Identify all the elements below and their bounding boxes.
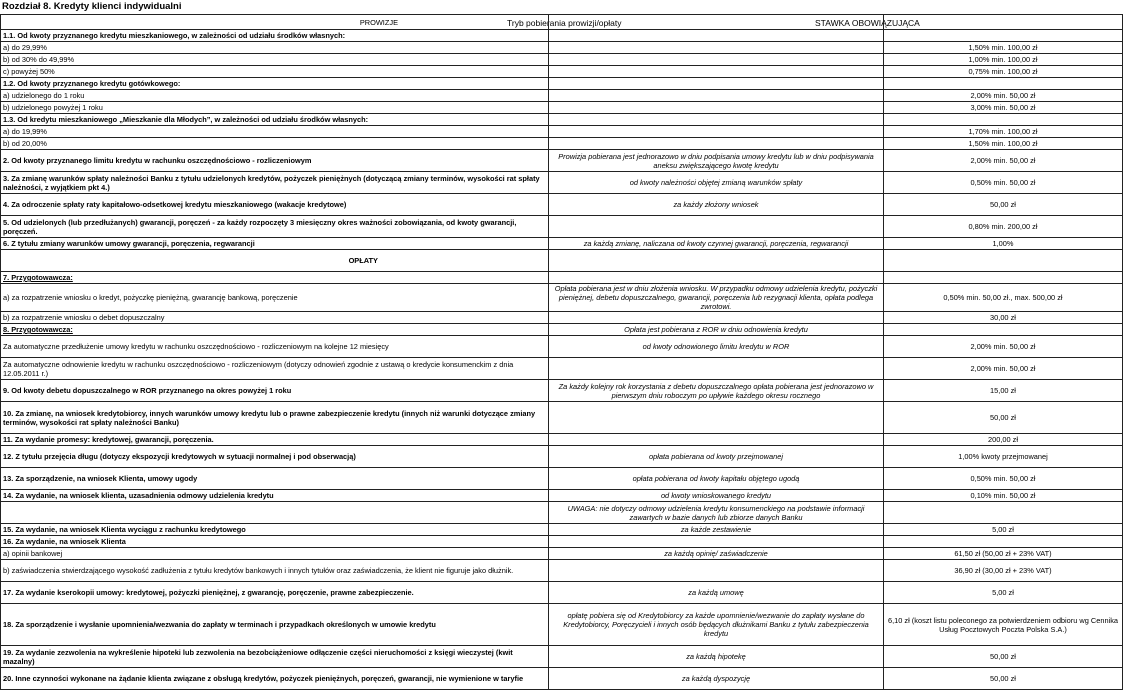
row-mode: za każdą opinię/ zaświadczenie [549, 548, 884, 560]
table-row [1, 502, 1123, 524]
table-row [1, 358, 1123, 380]
row-mode: za każde zestawienie [549, 524, 884, 536]
row-rate: 61,50 zł (50,00 zł + 23% VAT) [884, 548, 1123, 560]
table-row [1, 250, 1123, 272]
row-rate: 1,50% min. 100,00 zł [884, 42, 1123, 54]
table-row [1, 66, 1123, 78]
row-rate: 1,00% [884, 238, 1123, 250]
row-description: b) zaświadczenia stwierdzającego wysokość zadłużenia z tytułu kredytów bankowych i innych tytułów oraz zaświadczenia, że klient nie figuruje jako dłużnik. [1, 560, 549, 582]
row-mode [549, 312, 884, 324]
row-description: 5. Od udzielonych (lub przedłużanych) gwarancji, poręczeń - za każdy rozpoczęty 3 miesięczny okres ważności zobowiązania, od kwoty gwarancji, poręczeń. [1, 216, 549, 238]
row-rate: 50,00 zł [884, 668, 1123, 690]
table-row [1, 536, 1123, 548]
row-rate [884, 78, 1123, 90]
table-row [1, 172, 1123, 194]
row-rate: 36,90 zł (30,00 zł + 23% VAT) [884, 560, 1123, 582]
row-mode: Opłata jest pobierana z ROR w dniu odnowienia kredytu [549, 324, 884, 336]
table-row [1, 54, 1123, 66]
row-rate [884, 250, 1123, 272]
section-prowizje: PROWIZJE [1, 15, 549, 30]
row-mode [549, 114, 884, 126]
row-rate: 2,00% min. 50,00 zł [884, 358, 1123, 380]
table-row [1, 238, 1123, 250]
row-rate: 50,00 zł [884, 194, 1123, 216]
row-rate: 2,00% min. 50,00 zł [884, 336, 1123, 358]
row-mode [549, 78, 884, 90]
table-row [1, 324, 1123, 336]
row-rate: 2,00% min. 50,00 zł [884, 90, 1123, 102]
table-row [1, 138, 1123, 150]
row-mode: opłata pobierana od kwoty kapitału objętego ugodą [549, 468, 884, 490]
row-mode [549, 536, 884, 548]
row-rate [884, 324, 1123, 336]
row-mode [549, 216, 884, 238]
table-row [1, 524, 1123, 536]
row-description: 2. Od kwoty przyznanego limitu kredytu w rachunku oszczędnościowo - rozliczeniowym [1, 150, 549, 172]
row-rate: 0,50% min. 50,00 zł [884, 172, 1123, 194]
row-description: 6. Z tytułu zmiany warunków umowy gwarancji, poręczenia, regwarancji [1, 238, 549, 250]
row-description: 16. Za wydanie, na wniosek Klienta [1, 536, 549, 548]
row-description: OPŁATY [1, 250, 549, 272]
row-description: Za automatyczne odnowienie kredytu w rachunku oszczędnościowo - rozliczeniowym (dotyczy odnowień zgodnie z ustawą o kredycie konsumenckim z dnia 12.05.2011 r.) [1, 358, 549, 380]
row-mode [549, 54, 884, 66]
row-rate: 1,00% min. 100,00 zł [884, 54, 1123, 66]
table-row [1, 194, 1123, 216]
row-description: 10. Za zmianę, na wniosek kredytobiorcy, innych warunków umowy kredytu lub o prawne zabezpieczenie kredytu (innych niż warunki dotyczące zmiany terminów, wysokości rat spłaty należności Banku) [1, 402, 549, 434]
table-row [1, 380, 1123, 402]
row-description: b) udzielonego powyżej 1 roku [1, 102, 549, 114]
table-row [1, 548, 1123, 560]
row-mode: za każdą umowę [549, 582, 884, 604]
row-mode [549, 560, 884, 582]
table-row [1, 336, 1123, 358]
row-rate: 15,00 zł [884, 380, 1123, 402]
row-description: 13. Za sporządzenie, na wniosek Klienta, umowy ugody [1, 468, 549, 490]
row-rate: 0,80% min. 200,00 zł [884, 216, 1123, 238]
table-row [1, 30, 1123, 42]
row-description: 12. Z tytułu przejęcia długu (dotyczy ekspozycji kredytowych w sytuacji normalnej i pod obserwacją) [1, 446, 549, 468]
row-rate: 1,50% min. 100,00 zł [884, 138, 1123, 150]
row-rate [884, 502, 1123, 524]
section-header-row [1, 15, 1123, 30]
table-row [1, 272, 1123, 284]
row-mode [549, 66, 884, 78]
table-row [1, 646, 1123, 668]
row-mode: od kwoty wnioskowanego kredytu [549, 490, 884, 502]
table-row [1, 216, 1123, 238]
row-rate [884, 114, 1123, 126]
row-rate: 0,10% min. 50,00 zł [884, 490, 1123, 502]
table-row [1, 402, 1123, 434]
row-description: c) powyżej 50% [1, 66, 549, 78]
row-mode: za każdą zmianę, naliczana od kwoty czynnej gwarancji, poręczenia, regwarancji [549, 238, 884, 250]
row-rate [884, 536, 1123, 548]
row-description: 19. Za wydanie zezwolenia na wykreślenie hipoteki lub zezwolenia na bezobciążeniowe odłączenie części nieruchomości z księgi wieczystej (kwit mazalny) [1, 646, 549, 668]
table-row [1, 582, 1123, 604]
row-rate: 6,10 zł (koszt listu poleconego za potwierdzeniem odbioru wg Cennika Usług Pocztowych Poczta Polska S.A.) [884, 604, 1123, 646]
row-description: 9. Od kwoty debetu dopuszczalnego w ROR przyznanego na okres powyżej 1 roku [1, 380, 549, 402]
row-mode [549, 90, 884, 102]
row-mode [549, 250, 884, 272]
row-rate: 2,00% min. 50,00 zł [884, 150, 1123, 172]
row-mode [549, 434, 884, 446]
row-description: 1.2. Od kwoty przyznanego kredytu gotówkowego: [1, 78, 549, 90]
row-rate: 0,50% min. 50,00 zł [884, 468, 1123, 490]
table-row [1, 284, 1123, 312]
row-mode: za każdą hipotekę [549, 646, 884, 668]
table-row [1, 42, 1123, 54]
row-rate: 3,00% min. 50,00 zł [884, 102, 1123, 114]
row-mode [549, 42, 884, 54]
table-row [1, 78, 1123, 90]
table-row [1, 560, 1123, 582]
table-row [1, 150, 1123, 172]
row-rate: 1,70% min. 100,00 zł [884, 126, 1123, 138]
row-rate: 5,00 zł [884, 524, 1123, 536]
row-mode: za każdą dyspozycję [549, 668, 884, 690]
table-row [1, 490, 1123, 502]
row-rate: 30,00 zł [884, 312, 1123, 324]
table-row [1, 114, 1123, 126]
row-mode [549, 102, 884, 114]
row-rate: 200,00 zł [884, 434, 1123, 446]
row-description: 1.1. Od kwoty przyznanego kredytu mieszkaniowego, w zależności od udziału środków własnych: [1, 30, 549, 42]
row-description: 14. Za wydanie, na wniosek klienta, uzasadnienia odmowy udzielenia kredytu [1, 490, 549, 502]
row-rate: 0,50% min. 50,00 zł., max. 500,00 zł [884, 284, 1123, 312]
table-row [1, 90, 1123, 102]
row-mode [549, 126, 884, 138]
row-rate [884, 272, 1123, 284]
row-rate: 5,00 zł [884, 582, 1123, 604]
row-mode: opłatę pobiera się od Kredytobiorcy za każde upomnienie/wezwanie do zapłaty wysłane do Kredytobiorcy, Poręczycieli i innych osób będących dłużnikami Banku z tytułu zabezpieczenia kredytu [549, 604, 884, 646]
row-rate [884, 30, 1123, 42]
row-description: 4. Za odroczenie spłaty raty kapitałowo-odsetkowej kredytu mieszkaniowego (wakacje kredytowe) [1, 194, 549, 216]
row-description: 11. Za wydanie promesy: kredytowej, gwarancji, poręczenia. [1, 434, 549, 446]
row-description: 3. Za zmianę warunków spłaty należności Banku z tytułu udzielonych kredytów, pożyczek pieniężnych (dotyczącą zmiany terminów, wysokości rat spłaty należności, z wyjątkiem pkt 4.) [1, 172, 549, 194]
fee-table [0, 14, 1123, 690]
row-mode: Za każdy kolejny rok korzystania z debetu dopuszczalnego opłata pobierana jest jednorazowo w pierwszym dniu roboczym po upływie każdego okresu rocznego [549, 380, 884, 402]
page-title: Rozdział 8. Kredyty klienci indywidualni [2, 1, 182, 12]
row-description: a) do 19,99% [1, 126, 549, 138]
row-description: a) udzielonego do 1 roku [1, 90, 549, 102]
row-description: 7. Przygotowawcza: [1, 272, 549, 284]
row-mode [549, 272, 884, 284]
row-description: a) za rozpatrzenie wniosku o kredyt, pożyczkę pieniężną, gwarancję bankową, poręczenie [1, 284, 549, 312]
row-mode: UWAGA: nie dotyczy odmowy udzielenia kredytu konsumenckiego na podstawie informacji zawartych w bazie danych lub zbiorze danych Banku [549, 502, 884, 524]
table-row [1, 446, 1123, 468]
row-description: a) do 29,99% [1, 42, 549, 54]
row-description: 17. Za wydanie kserokopii umowy: kredytowej, pożyczki pieniężnej, z gwarancję, poręczenie, prawne zabezpieczenie. [1, 582, 549, 604]
row-description: 8. Przygotowawcza: [1, 324, 549, 336]
row-mode: Opłata pobierana jest w dniu złożenia wniosku. W przypadku odmowy udzielenia kredytu, pożyczki pieniężnej, debetu dopuszczalnego, gwarancji, poręczenia lub rezygnacji klienta, opłata podlega zwrotowi. [549, 284, 884, 312]
row-mode [549, 30, 884, 42]
row-mode: za każdy złożony wniosek [549, 194, 884, 216]
row-description: Za automatyczne przedłużenie umowy kredytu w rachunku oszczędnościowo - rozliczeniowym na kolejne 12 miesięcy [1, 336, 549, 358]
row-description [1, 502, 549, 524]
table-row [1, 102, 1123, 114]
row-description: b) od 20,00% [1, 138, 549, 150]
row-mode [549, 138, 884, 150]
row-description: 1.3. Od kredytu mieszkaniowego „Mieszkanie dla Młodych”, w zależności od udziału środków własnych: [1, 114, 549, 126]
row-mode: od kwoty należności objętej zmianą warunków spłaty [549, 172, 884, 194]
row-mode [549, 358, 884, 380]
row-description: a) opinii bankowej [1, 548, 549, 560]
row-mode: Prowizja pobierana jest jednorazowo w dniu podpisania umowy kredytu lub w dniu podpisywania aneksu zwiększającego kwotę kredytu [549, 150, 884, 172]
column-header-mode: Tryb pobierania prowizji/opłaty [507, 18, 622, 28]
row-rate: 50,00 zł [884, 402, 1123, 434]
column-header-rate: STAWKA OBOWIĄZUJĄCA [815, 18, 920, 28]
table-row [1, 126, 1123, 138]
row-description: 18. Za sporządzenie i wysłanie upomnienia/wezwania do zapłaty w terminach i przypadkach określonych w umowie kredytu [1, 604, 549, 646]
row-mode: od kwoty odnowionego limitu kredytu w ROR [549, 336, 884, 358]
row-description: 15. Za wydanie, na wniosek Klienta wyciągu z rachunku kredytowego [1, 524, 549, 536]
row-description: b) za rozpatrzenie wniosku o debet dopuszczalny [1, 312, 549, 324]
table-row [1, 668, 1123, 690]
row-rate: 0,75% min. 100,00 zł [884, 66, 1123, 78]
table-row [1, 604, 1123, 646]
row-description: 20. Inne czynności wykonane na żądanie klienta związane z obsługą kredytów, pożyczek pieniężnych, poręczeń, gwarancji, nie wymienione w taryfie [1, 668, 549, 690]
row-mode [549, 402, 884, 434]
row-rate: 1,00% kwoty przejmowanej [884, 446, 1123, 468]
table-row [1, 468, 1123, 490]
table-row [1, 312, 1123, 324]
row-description: b) od 30% do 49,99% [1, 54, 549, 66]
row-mode: opłata pobierana od kwoty przejmowanej [549, 446, 884, 468]
table-row [1, 434, 1123, 446]
row-rate: 50,00 zł [884, 646, 1123, 668]
